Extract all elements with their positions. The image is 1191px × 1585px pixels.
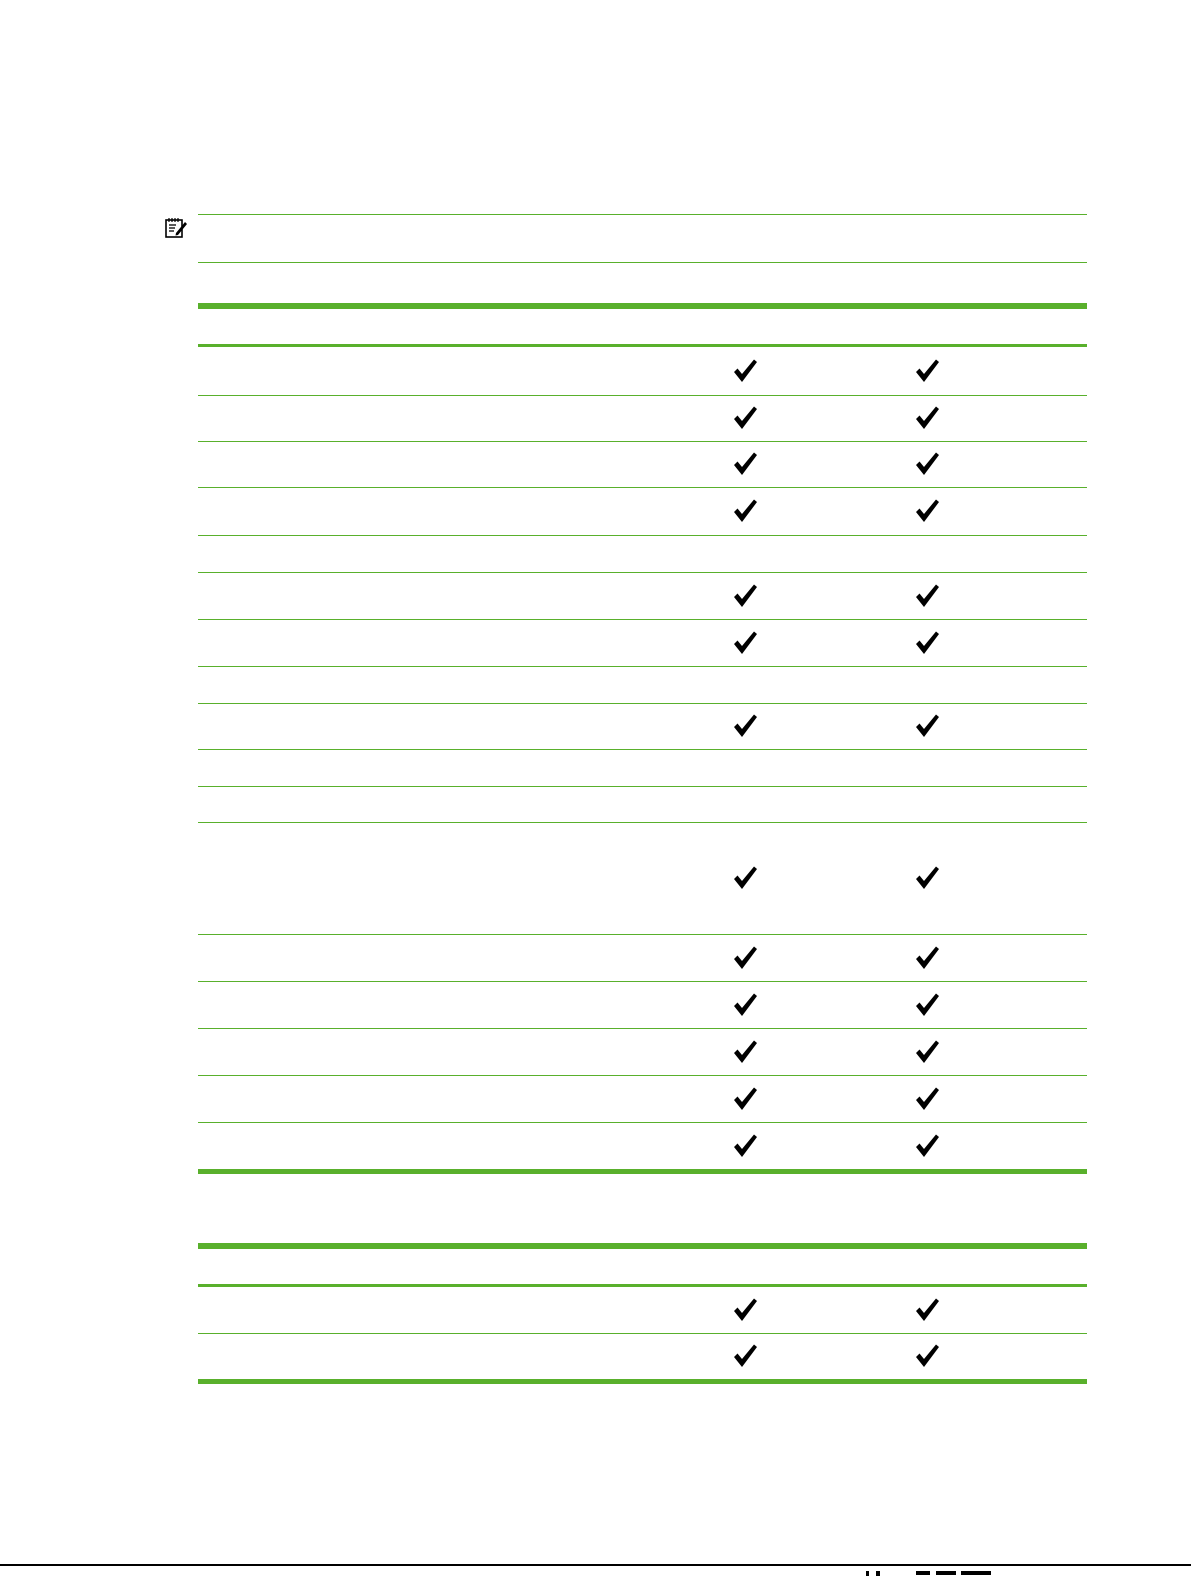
table-bottom-rule [198,1169,1087,1174]
table-header-rule [198,344,1087,347]
note-bottom-rule [198,262,1087,263]
checkmark-icon [913,629,941,657]
checkmark-icon [913,404,941,432]
row-divider [198,1122,1087,1123]
table-header-rule [198,1284,1087,1287]
row-divider [198,981,1087,982]
checkmark-icon [913,1296,941,1324]
checkmark-icon [731,629,759,657]
footer-marks [866,1566,996,1574]
table-top-rule [198,1243,1087,1249]
checkmark-icon [731,1132,759,1160]
row-divider [198,619,1087,620]
row-divider [198,1075,1087,1076]
table-top-rule [198,303,1087,309]
row-divider [198,395,1087,396]
checkmark-icon [731,991,759,1019]
checkmark-icon [731,1038,759,1066]
row-divider [198,441,1087,442]
row-divider [198,1333,1087,1334]
checkmark-icon [913,357,941,385]
checkmark-icon [731,450,759,478]
checkmark-icon [731,944,759,972]
checkmark-icon [913,864,941,892]
checkmark-icon [731,1342,759,1370]
row-divider [198,535,1087,536]
checkmark-icon [731,712,759,740]
checkmark-icon [913,1085,941,1113]
note-icon [164,216,188,240]
checkmark-icon [913,1132,941,1160]
checkmark-icon [731,497,759,525]
checkmark-icon [913,944,941,972]
checkmark-icon [731,357,759,385]
row-divider [198,487,1087,488]
checkmark-icon [731,1085,759,1113]
row-divider [198,703,1087,704]
footer-rule [0,1564,1191,1566]
checkmark-icon [731,864,759,892]
checkmark-icon [913,582,941,610]
row-divider [198,786,1087,787]
row-divider [198,934,1087,935]
row-divider [198,1028,1087,1029]
checkmark-icon [913,497,941,525]
checkmark-icon [731,582,759,610]
row-divider [198,749,1087,750]
row-divider [198,666,1087,667]
checkmark-icon [913,991,941,1019]
table-bottom-rule [198,1379,1087,1384]
checkmark-icon [913,450,941,478]
checkmark-icon [913,1038,941,1066]
checkmark-icon [731,1296,759,1324]
checkmark-icon [913,712,941,740]
row-divider [198,572,1087,573]
note-top-rule [198,214,1087,215]
checkmark-icon [913,1342,941,1370]
row-divider [198,822,1087,823]
checkmark-icon [731,404,759,432]
